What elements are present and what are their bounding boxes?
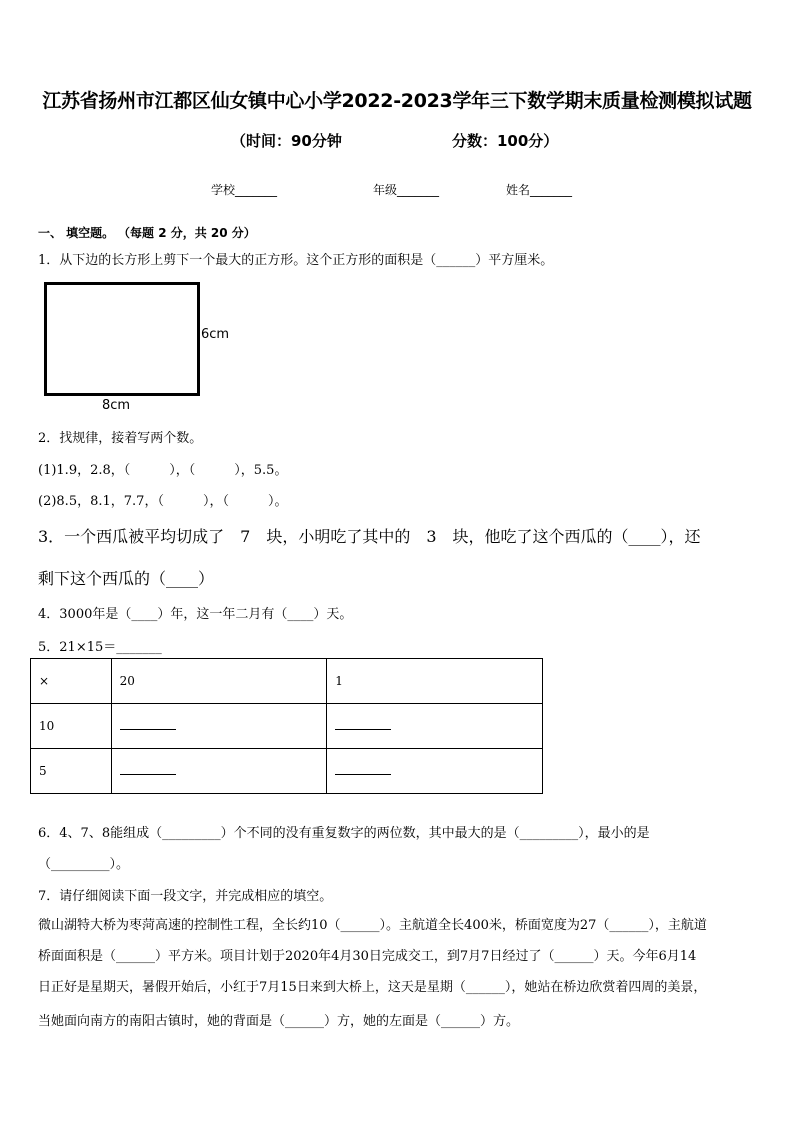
question-7-paragraph-line-2: 桥面面积是（______）平方米。项目计划于2020年4月30日完成交工，到7月7日经过了（______）天。今年6月14 [38, 949, 697, 964]
table-row-label: 5 [31, 749, 112, 794]
question-3-line-1: 3．一个西瓜被平均切成了 7 块，小明吃了其中的 3 块，他吃了这个西瓜的（____），还 [38, 527, 701, 546]
question-7: 7．请仔细阅读下面一段文字，并完成相应的填空。 [38, 889, 333, 904]
question-7-paragraph-line-3: 日正好是星期天，暑假开始后，小红于7月15日来到大桥上，这天是星期（______），她站在桥边欣赏着四周的美景， [38, 980, 707, 995]
answer-blank-cell[interactable] [111, 704, 327, 749]
answer-blank-cell[interactable] [111, 749, 327, 794]
multiplication-table [30, 658, 543, 794]
answer-blank[interactable] [120, 719, 176, 730]
question-2-part-2: (2)8.5，8.1，7.7，（ ），（ ）。 [38, 494, 288, 509]
question-4: 4．3000年是（____）年，这一年二月有（____）天。 [38, 607, 353, 622]
section-note: （每题 2 分，共 20 分） [118, 226, 256, 240]
table-row [31, 659, 543, 704]
exam-title: 江苏省扬州市江都区仙女镇中心小学2022-2023学年三下数学期末质量检测模拟试题 [42, 90, 752, 112]
exam-time: （时间：90分钟 [231, 132, 342, 150]
question-2: 2．找规律，接着写两个数。 [38, 431, 203, 446]
rectangle-height-label: 6cm [201, 327, 230, 342]
rectangle-figure [44, 282, 200, 396]
table-row [31, 749, 543, 794]
school-field: 学校_______ [211, 183, 278, 197]
table-header-cell: 20 [111, 659, 327, 704]
question-6-line-2: （_________）。 [38, 857, 130, 872]
grade-field: 年级_______ [373, 183, 440, 197]
question-7-paragraph-line-4: 当她面向南方的南阳古镇时，她的背面是（______）方，她的左面是（______）方。 [38, 1014, 520, 1029]
table-row-label: 10 [31, 704, 112, 749]
question-6-line-1: 6．4、7、8能组成（_________）个不同的没有重复数字的两位数，其中最大的是（_________），最小的是 [38, 826, 650, 841]
question-2-part-1: (1)1.9，2.8，（ ），（ ），5.5。 [38, 463, 288, 478]
table-header-cell: 1 [327, 659, 543, 704]
table-row [31, 704, 543, 749]
question-7-paragraph-line-1: 微山湖特大桥为枣菏高速的控制性工程，全长约10（______）。主航道全长400米，桥面宽度为27（______），主航道 [38, 918, 707, 933]
question-1: 1．从下边的长方形上剪下一个最大的正方形。这个正方形的面积是（______）平方厘米。 [38, 253, 554, 268]
name-field: 姓名_______ [506, 183, 573, 197]
answer-blank[interactable] [120, 764, 176, 775]
answer-blank-cell[interactable] [327, 704, 543, 749]
question-5: 5．21×15＝_______ [38, 640, 162, 655]
exam-score: 分数：100分） [452, 132, 559, 150]
section-heading [38, 224, 256, 241]
rectangle-width-label: 8cm [102, 398, 131, 413]
table-header-cell: × [31, 659, 112, 704]
question-3-line-2: 剩下这个西瓜的（____） [38, 569, 215, 588]
section-title: 一、 填空题。 [38, 226, 115, 240]
answer-blank[interactable] [335, 764, 391, 775]
answer-blank[interactable] [335, 719, 391, 730]
answer-blank-cell[interactable] [327, 749, 543, 794]
